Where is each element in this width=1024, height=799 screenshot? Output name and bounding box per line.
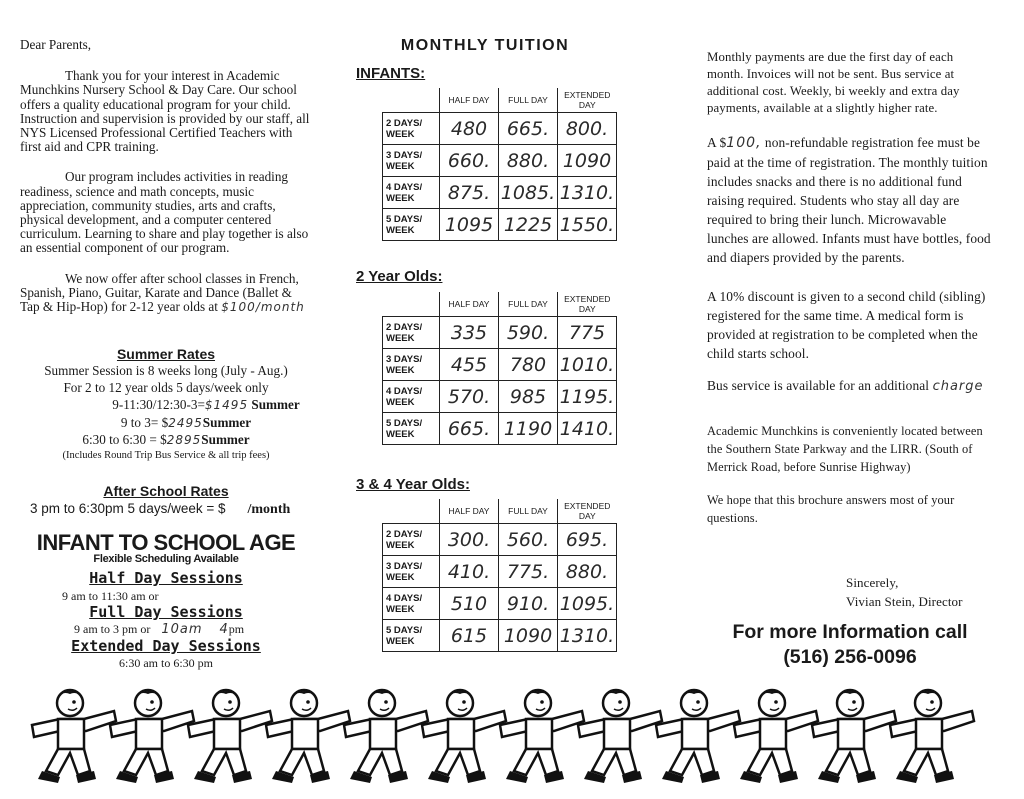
summer-option-3: 6:30 to 6:30 = $2895Summer [82, 431, 250, 447]
greeting: Dear Parents, [20, 37, 92, 52]
sincerely: Sincerely, [846, 575, 899, 590]
director-name: Vivian Stein, Director [846, 594, 963, 609]
table-header-row: HALF DAY FULL DAY EXTENDED DAY [383, 292, 617, 317]
phone-number[interactable]: (516) 256-0096 [783, 646, 917, 668]
intro-paragraph: Thank you for your interest in Academic Munchkins Nursery School & Day Care. Our school offers a quality educational program for your child. Instruction and supervision is provided by our staff, all NYS Licensed Professional Certified Teachers with first aid and CPR training. [20, 68, 310, 155]
closing-paragraph: We hope that this brochure answers most of your questions. [707, 493, 955, 525]
infants-heading: INFANTS: [356, 65, 426, 82]
payments-paragraph: Monthly payments are due the first day of each month. Invoices will not be sent. Bus service at additional cost. Weekly, bi weekly and extra day payments, available at a slightly higher rate. [707, 50, 960, 115]
half-day-col: HALF DAY [440, 88, 499, 113]
column-left [20, 38, 312, 314]
monthly-tuition-title: MONTHLY TUITION [400, 37, 570, 54]
full-day-heading: Full Day Sessions [89, 603, 243, 621]
two-year-olds-heading: 2 Year Olds: [356, 268, 443, 285]
summer-option-2: 9 to 3= $2495Summer [120, 414, 252, 430]
table-header-row: HALF DAY FULL DAY EXTENDED DAY [383, 499, 617, 524]
summer-option-1: 9-11:30/12:30-3=$1495 Summer [112, 397, 300, 413]
half-day-time: 9 am to 11:30 am or [62, 589, 159, 603]
after-school-rates-heading: After School Rates [103, 483, 229, 499]
bus-service-line: Bus service is available for an additional charge [707, 378, 984, 394]
table-row: 2 DAYS/ WEEK 335 590. 775 [383, 317, 617, 349]
extended-day-col: EXTENDED DAY [558, 88, 617, 113]
infant-to-school-age-heading: INFANT TO SCHOOL AGE [36, 530, 296, 555]
table-row: 3 DAYS/ WEEK 410. 775. 880. [383, 556, 617, 588]
table-row: 4 DAYS/ WEEK 875. 1085. 1310. [383, 177, 617, 209]
table-row: 5 DAYS/ WEEK 615 1090 1310. [383, 620, 617, 652]
summer-rates-heading: Summer Rates [116, 346, 216, 362]
full-day-col: FULL DAY [499, 88, 558, 113]
discount-paragraph: A 10% discount is given to a second child (sibling) registered for the same time. A medical form is provided at registration to be completed when the child starts school. [707, 289, 986, 361]
table-row: 4 DAYS/ WEEK 570. 985 1195. [383, 381, 617, 413]
afterschool-classes-text: We now offer after school classes in French, Spanish, Piano, Guitar, Karate and Dance (Ballet & Tap & Hip-Hop) for 2-12 year olds at [20, 270, 299, 315]
marching-children-icon [0, 679, 1024, 799]
table-row: 3 DAYS/ WEEK 660. 880. 1090 [383, 145, 617, 177]
two-year-olds-table [382, 292, 617, 445]
column-right [707, 49, 991, 527]
summer-note: (Includes Round Trip Bus Service & all trip fees) [62, 450, 270, 462]
full-day-time: 9 am to 3 pm or 10am 4pm [74, 622, 245, 637]
program-paragraph: Our program includes activities in reading readiness, science and math concepts, music appreciation, community studies, arts and crafts, physical development, and a computer centered curriculum. Learning to share and play together is also an essential component of our program. [20, 169, 309, 256]
flexible-scheduling: Flexible Scheduling Available [93, 553, 239, 565]
infants-table [382, 88, 617, 241]
table-row: 3 DAYS/ WEEK 455 780 1010. [383, 349, 617, 381]
three-four-year-olds-table [382, 499, 617, 652]
afterschool-classes-price: $100/month [221, 300, 305, 315]
after-school-rates-line: 3 pm to 6:30pm 5 days/week = $ /month [30, 501, 291, 517]
half-day-heading: Half Day Sessions [89, 569, 243, 587]
summer-line-1: Summer Session is 8 weeks long (July - Aug.) [44, 363, 288, 378]
summer-line-2: For 2 to 12 year olds 5 days/week only [63, 380, 269, 396]
table-row: 5 DAYS/ WEEK 665. 1190 1410. [383, 413, 617, 445]
table-row: 4 DAYS/ WEEK 510 910. 1095. [383, 588, 617, 620]
three-four-year-olds-heading: 3 & 4 Year Olds: [356, 476, 470, 493]
table-row: 2 DAYS/ WEEK 300. 560. 695. [383, 524, 617, 556]
sign-off [846, 573, 963, 611]
table-row: 5 DAYS/ WEEK 1095 1225 1550. [383, 209, 617, 241]
location-paragraph: Academic Munchkins is conveniently located between the Southern State Parkway and the LIRR. (South of Merrick Road, before Sunrise Highway) [707, 424, 983, 474]
contact-heading: For more Information call [732, 621, 968, 643]
afterschool-classes-paragraph [20, 272, 312, 315]
registration-paragraph: A $100, non-refundable registration fee must be paid at the time of registration. The monthly tuition includes snacks and there is no additional fund raising required. Students who stay all day are required to bring their lunch. Microwavable lunches are allowed. Infants must have bottles, food and diapers provided by the parents. [707, 135, 991, 265]
summer-rates-block [20, 364, 312, 463]
table-header-row [383, 88, 617, 113]
extended-day-time: 6:30 am to 6:30 pm [119, 656, 213, 670]
table-row: 2 DAYS/ WEEK 480 665. 800. [383, 113, 617, 145]
extended-day-heading: Extended Day Sessions [71, 637, 261, 655]
